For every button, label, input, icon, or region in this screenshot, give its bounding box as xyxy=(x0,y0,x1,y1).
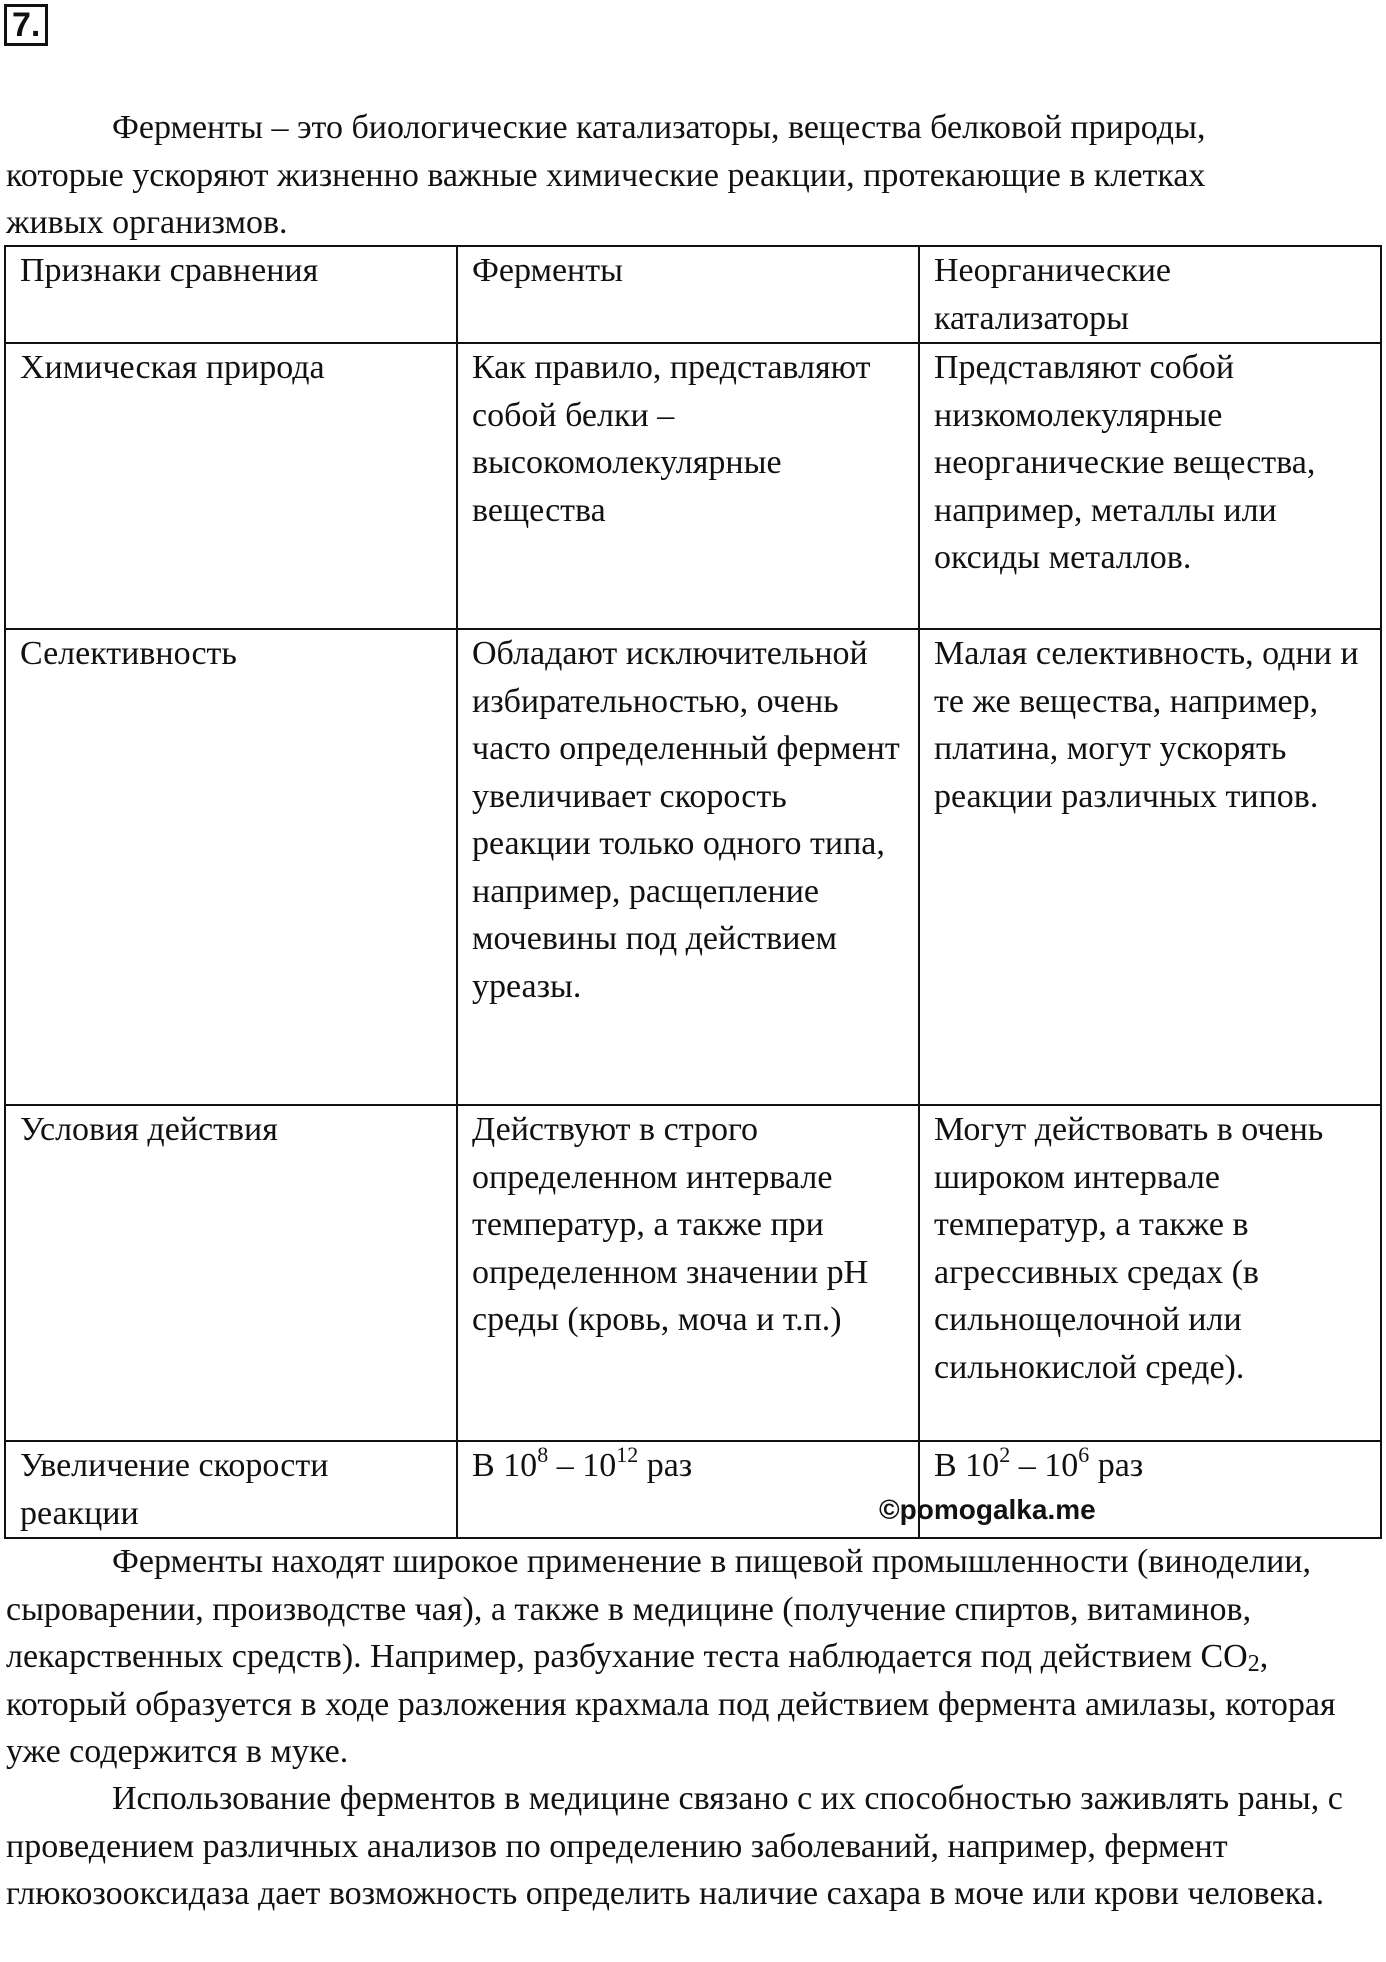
cell-criterion: Селективность xyxy=(5,629,457,1105)
speed-middle: – 10 xyxy=(548,1447,617,1484)
cell-enzymes: Обладают исключительной избирательностью, очень часто определенный фермент увеличивает скорость реакции только одного типа, например, расщепление мочевины под действием уреазы. xyxy=(457,629,919,1105)
speed-exponent: 12 xyxy=(616,1442,639,1467)
subscript: 2 xyxy=(1247,1651,1260,1677)
table-row-speed xyxy=(5,1441,1381,1538)
table-row xyxy=(5,629,1381,1105)
paragraph-text: Использование ферментов в медицине связано с их способностью заживлять раны, с проведением различных анализов по определению заболеваний, например, фермент глюкозооксидаза дает возможность определить наличие сахара в моче или крови человека. xyxy=(6,1780,1343,1912)
task-number: 7. xyxy=(4,4,48,46)
comparison-table xyxy=(4,245,1382,1539)
paragraph-medicine xyxy=(6,1775,1381,1918)
speed-suffix: раз xyxy=(1089,1447,1144,1484)
header-inorganic: Неорганические катализаторы xyxy=(919,246,1381,343)
speed-prefix: В 10 xyxy=(472,1447,538,1484)
header-criterion: Признаки сравнения xyxy=(5,246,457,343)
table-row xyxy=(5,1105,1381,1441)
paragraph-text: , который образуется в ходе разложения крахмала под действием фермента амилазы, которая уже содержится в муке. xyxy=(6,1638,1336,1770)
cell-inorganic: Представляют собой низкомолекулярные неорганические вещества, например, металлы или оксиды металлов. xyxy=(919,343,1381,629)
speed-exponent: 8 xyxy=(537,1442,549,1467)
cell-criterion: Химическая природа xyxy=(5,343,457,629)
cell-enzymes: Как правило, представляют собой белки – высокомолекулярные вещества xyxy=(457,343,919,629)
paragraph-applications xyxy=(6,1538,1381,1776)
cell-enzymes: Действуют в строго определенном интервале температур, а также при определенном значении pH среды (кровь, моча и т.п.) xyxy=(457,1105,919,1441)
cell-inorganic: Могут действовать в очень широком интервале температур, а также в агрессивных средах (в сильнощелочной или сильнокислой среде). xyxy=(919,1105,1381,1441)
paragraph-text: Ферменты находят широкое применение в пищевой промышленности (виноделии, сыроварении, производстве чая), а также в медицине (получение спиртов, витаминов, лекарственных средств). Например, разбухание теста наблюдается под действием CO xyxy=(6,1543,1311,1675)
cell-inorganic: Малая селективность, одни и те же вещества, например, платина, могут ускорять реакции различных типов. xyxy=(919,629,1381,1105)
speed-middle: – 10 xyxy=(1010,1447,1079,1484)
speed-suffix: раз xyxy=(638,1447,693,1484)
table-header-row xyxy=(5,246,1381,343)
watermark: ©pomogalka.me xyxy=(879,1494,1096,1525)
cell-criterion: Условия действия xyxy=(5,1105,457,1441)
speed-exponent: 6 xyxy=(1078,1442,1090,1467)
speed-prefix: В 10 xyxy=(934,1447,1000,1484)
speed-exponent: 2 xyxy=(999,1442,1011,1467)
header-enzymes: Ферменты xyxy=(457,246,919,343)
cell-criterion: Увеличение скорости реакции xyxy=(5,1441,457,1538)
cell-enzymes-speed xyxy=(457,1441,919,1538)
intro-paragraph xyxy=(6,104,1296,247)
intro-text: Ферменты – это биологические катализаторы, вещества белковой природы, которые ускоряют жизненно важные химические реакции, протекающие в клетках живых организмов. xyxy=(6,109,1206,241)
table-row xyxy=(5,343,1381,629)
